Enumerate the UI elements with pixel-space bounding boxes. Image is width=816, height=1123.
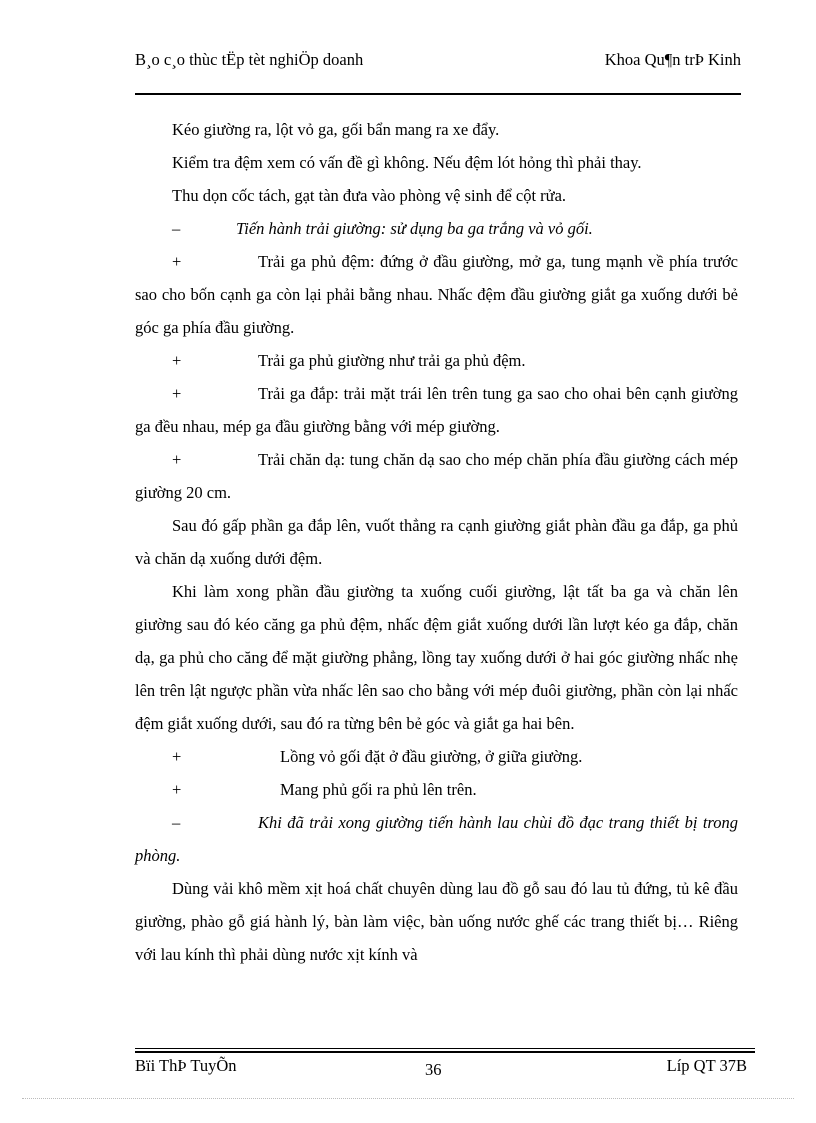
header-left-title: B¸o c¸o thùc tËp tèt nghiÖp doanh: [135, 50, 364, 69]
list-item-text: Trải ga phủ giường như trải ga phủ đệm.: [258, 351, 526, 370]
header-right-title: Khoa Qu¶n trÞ Kinh: [604, 50, 741, 69]
list-item: [135, 245, 738, 344]
list-item-text: Trải ga đắp: trải mặt trái lên trên tung ga sao cho ohai bên cạnh giường ga đều nhau, mép ga đầu giường bằng với mép giường.: [135, 384, 738, 436]
list-item: [135, 806, 738, 872]
plus-bullet: +: [172, 450, 182, 469]
dash-bullet: –: [172, 219, 181, 238]
dash-bullet: –: [172, 813, 181, 832]
list-item-text: Mang phủ gối ra phủ lên trên.: [280, 780, 477, 799]
plus-bullet: +: [172, 252, 182, 271]
footer-author: Bïi ThÞ TuyÕn: [135, 1056, 237, 1075]
paragraph: Sau đó gấp phần ga đắp lên, vuốt thẳng ra cạnh giường giắt phàn đầu ga đắp, ga phủ và chăn dạ xuống dưới đệm.: [135, 516, 738, 568]
list-item-text: Trải ga phủ đệm: đứng ở đầu giường, mở ga, tung mạnh về phía trước sao cho bốn cạnh ga còn lại phải bằng nhau. Nhấc đệm đầu giường giắt ga xuống dưới bẻ góc ga phía đầu giường.: [135, 252, 738, 337]
list-item-text: Tiến hành trải giường: sử dụng ba ga trắng và vỏ gối.: [236, 219, 593, 238]
page-body: [135, 113, 738, 971]
list-item: [135, 212, 738, 245]
plus-bullet: +: [172, 747, 182, 766]
plus-bullet: +: [172, 780, 182, 799]
list-item: [135, 344, 738, 377]
paragraph: Khi làm xong phần đầu giường ta xuống cuối giường, lật tất ba ga và chăn lên giường sau đó kéo căng ga phủ đệm, nhấc đệm giắt xuống dưới lần lượt kéo ga đắp, chăn dạ, ga phủ cho căng để mặt giường phẳng, lồng tay xuống dưới ở hai góc giường nhấc nhẹ lên trên lật ngược phần vừa nhấc lên sao cho bằng với mép đuôi giường, phần còn lại nhấc đệm giắt xuống dưới, sau đó ra từng bên bẻ góc và giắt ga hai bên.: [135, 582, 738, 733]
page-number: 36: [425, 1060, 442, 1079]
list-item-text: Lồng vỏ gối đặt ở đầu giường, ở giữa giường.: [280, 747, 583, 766]
paragraph: Kéo giường ra, lột vỏ ga, gối bẩn mang ra xe đẩy.: [172, 120, 500, 139]
paragraph: Dùng vải khô mềm xịt hoá chất chuyên dùng lau đồ gỗ sau đó lau tủ đứng, tủ kê đầu giường, phào gỗ giá hành lý, bàn làm việc, bàn uống nước ghế các trang thiết bị… Riêng với lau kính thì phải dùng nước xịt kính và: [135, 879, 738, 964]
plus-bullet: +: [172, 351, 182, 370]
paragraph: Kiểm tra đệm xem có vấn đề gì không. Nếu đệm lót hỏng thì phải thay.: [172, 153, 642, 172]
list-item-text: Khi đã trải xong giường tiến hành lau chùi đồ đạc trang thiết bị trong phòng.: [135, 813, 738, 865]
page-edge-divider: [22, 1098, 794, 1099]
plus-bullet: +: [172, 384, 182, 403]
list-item: [135, 740, 738, 773]
page-footer: [135, 1056, 755, 1078]
paragraph: Thu dọn cốc tách, gạt tàn đưa vào phòng vệ sinh để cột rửa.: [172, 186, 567, 205]
footer-divider: [135, 1051, 755, 1053]
footer-class: Líp QT 37B: [666, 1056, 747, 1075]
list-item: [135, 377, 738, 443]
list-item: [135, 443, 738, 509]
list-item-text: Trải chăn dạ: tung chăn dạ sao cho mép chăn phía đầu giường cách mép giường 20 cm.: [135, 450, 738, 502]
header-divider: [135, 93, 741, 95]
list-item: [135, 773, 738, 806]
footer-divider: [135, 1048, 755, 1049]
page-header: [135, 50, 741, 94]
